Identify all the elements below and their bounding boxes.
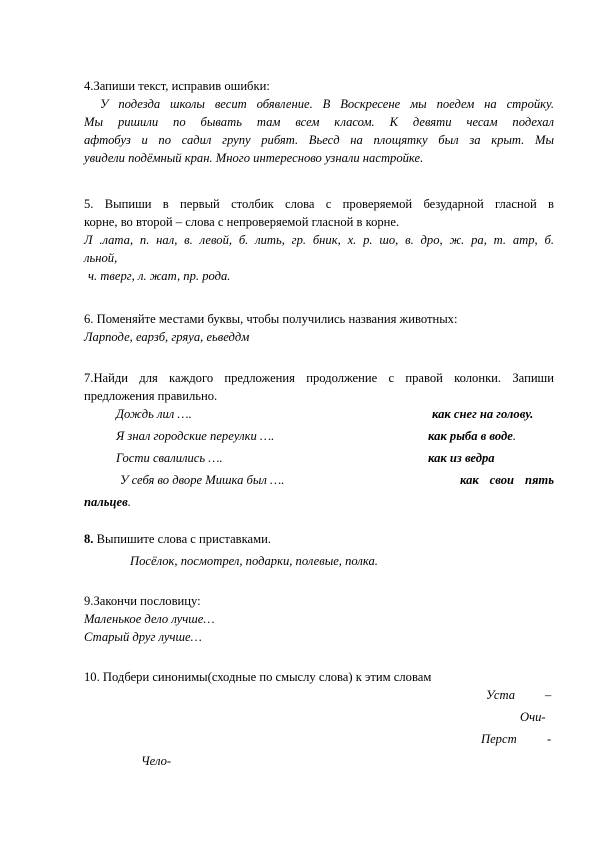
task-7-row-4-right: как свои пять xyxy=(460,473,554,487)
task-4 xyxy=(84,77,554,167)
task-9-line-2: Старый друг лучше… xyxy=(84,630,202,644)
task-10 xyxy=(84,668,554,774)
task-10-word-1: Уста xyxy=(486,688,516,702)
task-5-line-2: корне, во второй – слова с непроверяемой гласной в корне. xyxy=(84,215,400,229)
task-7-row-4-left: У себя во дворе Мишка был …. xyxy=(120,473,285,487)
task-7-row-1-left: Дождь лил …. xyxy=(116,407,192,421)
task-10-dash-1: – xyxy=(545,688,552,702)
task-7-row-2-right: как рыба в воде xyxy=(428,429,513,443)
task-10-title: 10. Подбери синонимы(сходные по смыслу слова) к этим словам xyxy=(84,670,432,684)
task-7 xyxy=(84,369,554,511)
task-8-number: 8. xyxy=(84,532,94,546)
task-4-line-3: афтобуз и по садил групу рибят. Вьесд на площятку был за крыт. Мы xyxy=(84,133,554,147)
task-9-line-1: Маленькое дело лучше… xyxy=(84,612,215,626)
task-7-row-3-left: Гости свалились …. xyxy=(116,451,223,465)
task-6-title: 6. Поменяйте местами буквы, чтобы получились названия животных: xyxy=(84,312,458,326)
task-7-row-4 xyxy=(84,471,554,493)
task-7-line-1: 7.Найди для каждого предложения продолжение с правой колонки. Запиши xyxy=(84,371,554,385)
task-5-words-3: ч. тверг, л. жат, пр. рода. xyxy=(88,269,231,283)
task-10-word-2: Очи- xyxy=(520,710,546,724)
task-5-words-1: Л .лата, п. нал, в. левой, б. лить, гр. бник, х. р. шо, в. дро, ж. ра, т. атр, б. xyxy=(84,233,554,247)
task-5-words-2: льной, xyxy=(84,251,118,265)
task-9-title: 9.Закончи пословицу: xyxy=(84,594,201,608)
task-7-row-2-left: Я знал городские переулки …. xyxy=(116,429,275,443)
task-4-line-4: увидели подёмный кран. Много интересново узнали настройке. xyxy=(84,151,424,165)
task-8 xyxy=(84,530,554,570)
task-10-word-3: Перст xyxy=(481,732,517,746)
task-6 xyxy=(84,310,554,346)
task-7-row-2 xyxy=(84,427,554,449)
task-9 xyxy=(84,592,554,646)
task-4-line-2: Мы ришили по бывать там всем класом. К девяти чесам подехал xyxy=(84,115,554,129)
task-5 xyxy=(84,195,554,285)
task-6-words: Ларподе, еарзб, гряуа, еьведдм xyxy=(84,330,250,344)
task-8-title: Выпишите слова с приставками. xyxy=(93,532,271,546)
task-8-words: Посёлок, посмотрел, подарки, полевые, полка. xyxy=(130,554,378,568)
task-7-row-2-tail: . xyxy=(512,429,517,443)
task-7-last-word: пальцев xyxy=(84,495,128,509)
task-7-row-1-right: как снег на голову. xyxy=(432,407,534,421)
task-10-row-4 xyxy=(84,752,554,774)
task-7-row-3-right: как из ведра xyxy=(428,451,495,465)
task-10-row-3 xyxy=(84,730,554,752)
task-7-row-3 xyxy=(84,449,554,471)
task-7-last-tail: . xyxy=(127,495,131,509)
task-10-word-4: Чело- xyxy=(141,754,172,768)
task-7-last xyxy=(84,493,554,511)
task-4-line-1: У подезда школы весит обявление. В Воскресене мы поедем на стройку. xyxy=(100,97,554,111)
task-10-dash-3: - xyxy=(547,732,552,746)
task-5-line-1: 5. Выпиши в первый столбик слова с проверяемой безударной гласной в xyxy=(84,197,554,211)
task-4-title: 4.Запиши текст, исправив ошибки: xyxy=(84,79,270,93)
task-10-row-1 xyxy=(84,686,554,708)
task-10-row-2 xyxy=(84,708,554,730)
task-8-title-line xyxy=(84,530,554,548)
task-7-row-1 xyxy=(84,405,554,427)
task-7-line-2: предложения правильно. xyxy=(84,389,218,403)
